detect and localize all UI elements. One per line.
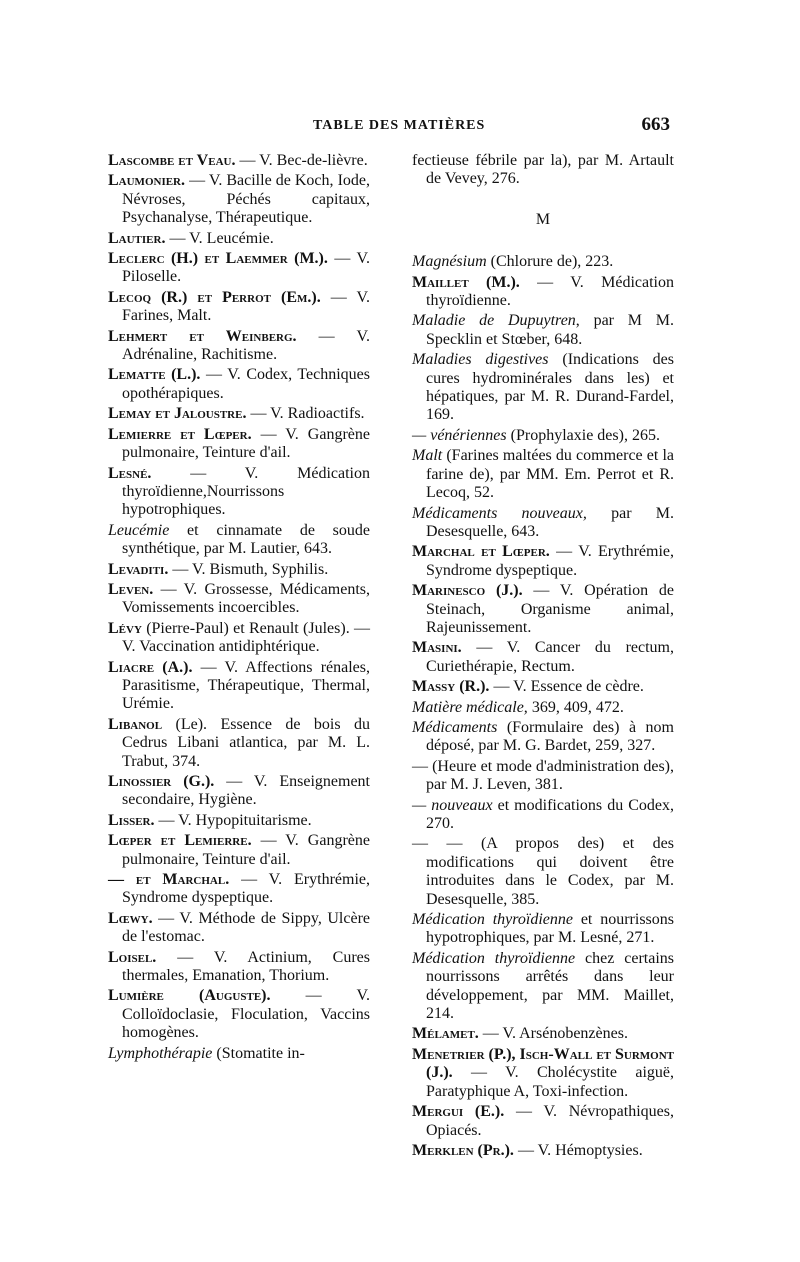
entry-heading: Médication thyroïdienne <box>412 949 576 967</box>
index-entry <box>108 426 370 463</box>
entry-text: chez certains nourrissons arrêtés dans leur développement, par MM. Maillet, 214. <box>426 949 674 1023</box>
index-entry <box>412 758 674 795</box>
entry-text: — V. Bismuth, Syphilis. <box>168 560 329 578</box>
index-entry <box>108 328 370 365</box>
index-entry <box>108 1045 370 1063</box>
entry-text: (Prophylaxie des), 265. <box>506 426 660 444</box>
index-entry <box>412 253 674 271</box>
entry-heading: Massy (R.). <box>412 678 490 696</box>
entry-text: (Le). Essence de bois du Cedrus Libani atlantica, par M. L. Trabut, 374. <box>122 715 370 770</box>
index-entry <box>108 832 370 869</box>
entry-text: — — (A propos des) et des modifications qui doivent être introduites dans le Codex, par M. Desesquelle, 385. <box>412 835 674 908</box>
entry-text: (Formulaire des) à nom déposé, par M. G. Bardet, 259, 327. <box>426 718 674 755</box>
entry-text: — V. Actinium, Cures thermales, Emanation, Thorium. <box>122 948 370 985</box>
entry-text: — V. Piloselle. <box>122 250 371 286</box>
entry-text: — V. Erythrémie, Syndrome dyspeptique. <box>122 871 370 907</box>
index-entry <box>412 447 674 502</box>
entry-text: par M. Desesquelle, 643. <box>426 504 675 540</box>
index-entry <box>108 465 370 520</box>
index-entry <box>412 543 674 580</box>
entry-heading: Malt <box>412 447 443 465</box>
entry-text: — V. Cancer du rectum, Curiethérapie, Rectum. <box>426 639 674 675</box>
entry-heading: Marchal et Lœper. <box>412 543 550 561</box>
index-entry <box>412 699 674 717</box>
entry-heading: Lesné. <box>108 464 152 482</box>
entry-heading: — nouveaux <box>412 796 493 814</box>
entry-text: — V. Gangrène pulmonaire, Teinture d'ail. <box>122 425 370 462</box>
entry-text: (Indications des cures hydrominérales dans les) et hépatiques, par M. R. Durand-Fardel, 169. <box>426 351 675 424</box>
entry-text: fectieuse fébrile par la), par M. Artault de Vevey, 276. <box>412 152 674 188</box>
entry-text: — V. Névropathiques, Opiacés. <box>426 1103 674 1139</box>
entry-text: — V. Médication thyroïdienne,Nourrissons hypotrophiques. <box>122 464 370 519</box>
index-entry <box>412 678 674 696</box>
entry-heading: Lœper et Lemierre. <box>108 832 252 850</box>
index-entry <box>412 950 674 1024</box>
page-header <box>108 114 670 140</box>
index-entry <box>412 835 674 909</box>
entry-heading: — vénériennes <box>412 426 507 444</box>
entry-heading: Maladie de Dupuytren <box>412 312 576 330</box>
index-entry <box>108 871 370 908</box>
entry-text: — V. Radioactifs. <box>246 405 365 423</box>
entry-heading: Lemay et Jaloustre. <box>108 405 247 423</box>
entry-heading: Mergui (E.). <box>412 1103 505 1121</box>
entry-heading: Leven. <box>108 580 154 598</box>
entry-text: 369, 409, 472. <box>527 698 624 716</box>
index-entry <box>108 716 370 771</box>
index-entry <box>412 505 674 542</box>
entry-heading: Liacre (A.). <box>108 658 193 676</box>
index-entry <box>108 152 370 170</box>
index-entry <box>412 1142 674 1160</box>
index-entry <box>412 582 674 637</box>
index-entry <box>108 250 370 287</box>
index-entry <box>108 581 370 618</box>
entry-text: — V. Farines, Malt. <box>122 288 370 325</box>
entry-heading: Lisser. <box>108 811 155 829</box>
entry-text: (Farines maltées du commerce et la farine de), par MM. Em. Perrot et R. Lecoq, 52. <box>426 447 674 502</box>
entry-heading: Lematte (L.). <box>108 366 201 384</box>
entry-text: — V. Bec-de-lièvre. <box>235 152 368 169</box>
index-entry <box>108 561 370 579</box>
index-entry <box>412 152 674 189</box>
entry-heading: Levaditi. <box>108 560 169 578</box>
section-letter: M <box>535 210 551 228</box>
entry-heading: Menetrier (P.), Isch-Wall et Surmont (J.). <box>412 1045 674 1082</box>
entry-heading: Mélamet. <box>412 1025 479 1043</box>
entry-text: — V. Hypopituitarisme. <box>154 811 312 829</box>
entry-heading: Médicaments <box>412 718 498 736</box>
index-entry <box>412 797 674 834</box>
entry-heading: Lévy <box>108 619 142 637</box>
index-entry <box>108 987 370 1042</box>
index-entry <box>108 172 370 227</box>
entry-text: — V. Grossesse, Médicaments, Vomissements incoercibles. <box>122 580 370 617</box>
index-column-right <box>412 152 674 1162</box>
entry-text: — V. Hémoptysies. <box>513 1141 643 1159</box>
entry-heading: Linossier (G.). <box>108 773 215 790</box>
entry-text: et nourrissons hypotrophiques, par M. Lesné, 271. <box>426 911 674 947</box>
entry-text: — V. Arsénobenzènes. <box>478 1025 628 1043</box>
entry-heading: Marinesco (J.). <box>412 582 523 600</box>
entry-heading: Lymphothérapie <box>108 1044 213 1062</box>
index-entry <box>108 910 370 947</box>
entry-text: (Pierre-Paul) et Renault (Jules). — V. Vaccination antidiphtérique. <box>122 619 370 656</box>
index-entry <box>108 949 370 986</box>
entry-heading: Lautier. <box>108 229 166 247</box>
entry-text: — V. Adrénaline, Rachitisme. <box>122 327 370 364</box>
index-entry <box>108 773 370 810</box>
index-entry <box>412 1025 674 1043</box>
entry-heading: Lœwy. <box>108 909 153 927</box>
index-entry <box>108 366 370 403</box>
entry-heading: Médication thyroïdienne <box>412 911 573 929</box>
entry-text: — V. Leucémie. <box>165 229 274 247</box>
entry-heading: Lascombe et Veau. <box>108 152 236 169</box>
entry-heading: Maladies digestives <box>412 351 549 369</box>
index-entry <box>108 659 370 714</box>
entry-text: , par M M. Specklin et Stœber, 648. <box>426 312 674 348</box>
index-entry <box>412 1046 674 1101</box>
index-entry <box>108 230 370 248</box>
entry-text: — V. Colloïdoclasie, Floculation, Vaccins homogènes. <box>122 987 371 1042</box>
entry-text: — V. Codex, Techniques opothérapiques. <box>122 366 370 402</box>
entry-heading: Libanol <box>108 715 163 733</box>
index-entry <box>108 522 370 559</box>
entry-heading: Laumonier. <box>108 172 186 190</box>
index-entry <box>412 1103 674 1140</box>
entry-text: — V. Opération de Steinach, Organisme animal, Rajeunissement. <box>426 582 675 636</box>
entry-text: — V. Essence de cèdre. <box>489 678 644 696</box>
entry-text: — V. Enseignement secondaire, Hygiène. <box>122 773 371 809</box>
entry-text: (Stomatite in- <box>212 1044 305 1062</box>
entry-heading: Leclerc (H.) et Laemmer (M.). <box>108 250 328 268</box>
index-entry <box>108 620 370 657</box>
entry-text: — V. Gangrène pulmonaire, Teinture d'ail. <box>122 832 370 868</box>
index-entry <box>412 274 674 311</box>
index-entry <box>108 812 370 830</box>
entry-text: — V. Médication thyroïdienne. <box>426 273 674 310</box>
index-entry <box>412 639 674 676</box>
entry-text: — V. Cholécystite aiguë, Paratyphique A, Toxi-infection. <box>426 1064 674 1100</box>
entry-text: — V. Erythrémie, Syndrome dyspeptique. <box>426 543 675 579</box>
entry-text: — V. Bacille de Koch, Iode, Névroses, Péchés capitaux, Psychanalyse, Thérapeutique. <box>122 172 370 227</box>
entry-heading: Leucémie <box>108 521 170 539</box>
entry-heading: — et Marchal. <box>108 871 230 889</box>
entry-heading: Magnésium <box>412 253 487 271</box>
index-entry <box>108 405 370 423</box>
index-entry <box>412 719 674 756</box>
entry-text: — V. Méthode de Sippy, Ulcère de l'estomac. <box>122 909 370 946</box>
entry-text: — (Heure et mode d'administration des), par M. J. Leven, 381. <box>412 757 674 794</box>
entry-heading: Lehmert et Weinberg. <box>108 327 297 345</box>
index-entry <box>412 312 674 349</box>
entry-heading: Maillet (M.). <box>412 273 520 291</box>
entry-text: (Chlorure de), 223. <box>486 253 614 271</box>
entry-heading: Merklen (Pr.). <box>412 1141 514 1159</box>
index-entry <box>108 289 370 326</box>
entry-heading: Loisel. <box>108 948 157 966</box>
entry-text: et modifications du Codex, 270. <box>426 796 674 832</box>
entry-heading: Médicaments nouveaux, <box>412 504 587 522</box>
index-column-left <box>108 152 370 1065</box>
entry-heading: Lumière (Auguste). <box>108 987 271 1005</box>
running-title: TABLE DES MATIÈRES <box>313 118 486 133</box>
index-entry <box>412 911 674 948</box>
entry-heading: Masini. <box>412 639 462 657</box>
entry-text: et cinnamate de soude synthétique, par M. Lautier, 643. <box>122 521 370 558</box>
page-number: 663 <box>641 114 670 135</box>
index-entry <box>412 351 674 425</box>
index-entry <box>412 427 674 445</box>
entry-heading: Matière médicale, <box>412 698 528 716</box>
entry-text: — V. Affections rénales, Parasitisme, Thérapeutique, Thermal, Urémie. <box>122 658 370 713</box>
entry-heading: Lemierre et Lœper. <box>108 425 252 443</box>
entry-heading: Lecoq (R.) et Perrot (Em.). <box>108 288 321 306</box>
